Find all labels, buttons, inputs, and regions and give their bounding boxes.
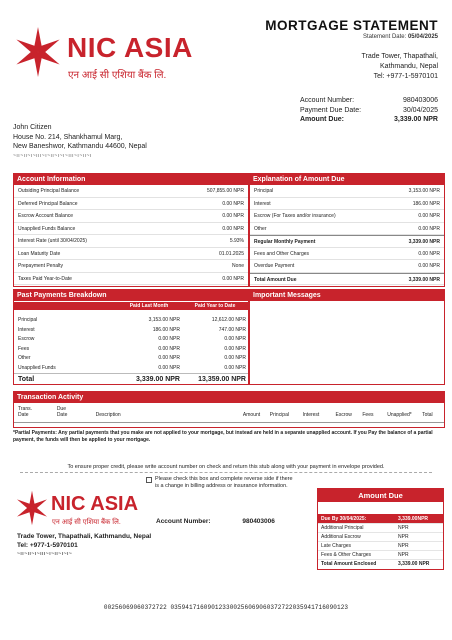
explanation-value: 0.00 NPR: [418, 225, 440, 232]
account-summary: [300, 96, 438, 125]
customer-address-line2: New Baneshwor, Kathmandu 44600, Nepal: [13, 143, 147, 150]
account-information-rows: [14, 185, 248, 285]
stub-due-row: [318, 524, 443, 533]
nic-asia-star-icon: [14, 490, 50, 526]
account-info-label: Deferred Principal Balance: [18, 200, 78, 207]
account-info-value: 0.00 NPR: [222, 200, 244, 207]
explanation-label: Overdue Payment: [254, 263, 295, 269]
account-info-row: [14, 185, 248, 198]
account-information-title: Account Information: [14, 174, 248, 185]
past-payments-title: Past Payments Breakdown: [14, 290, 248, 301]
explanation-value: 3,153.00 NPR: [408, 188, 440, 194]
col-principal: Principal: [269, 412, 289, 418]
account-info-row: [14, 223, 248, 236]
bank-address-line2: Kathmandu, Nepal: [380, 63, 438, 70]
amount-due-label: Amount Due:: [300, 116, 344, 123]
account-info-label: Loan Maturity Date: [18, 250, 61, 257]
stub-due-value: NPR: [398, 552, 409, 558]
col-interest: Interest: [302, 412, 320, 418]
account-number-value: 980403006: [402, 97, 438, 104]
bank-address: [361, 52, 438, 82]
important-messages-title: Important Messages: [250, 290, 444, 301]
partial-payments-note: *Partial Payments: Any partial payments that you make are not applied to your mortgage, but instead are held in a separate unapplied account. If you Pay the balance of a partial payment, the funds will then be applied to your mortgage.: [13, 430, 433, 443]
payment-due-date-label: Payment Due Date:: [300, 106, 362, 114]
explanation-row: [250, 210, 444, 223]
col-description: Description: [95, 412, 121, 418]
explanation-value: 3,339.00 NPR: [408, 276, 440, 283]
explanation-label: Fees and Other Charges: [254, 250, 310, 257]
account-info-label: Interest Rate (until 30/04/2025): [18, 238, 87, 244]
past-payment-ytd: 0.00 NPR: [224, 364, 246, 371]
stub-due-row: [318, 533, 443, 542]
account-info-label: Unapplied Funds Balance: [18, 225, 76, 232]
past-payment-ytd: 0.00 NPR: [224, 355, 246, 361]
stub-due-label: Due By 30/04/2025:: [321, 516, 367, 522]
transaction-activity-box: [13, 391, 445, 428]
customer-barcode-scribble: ~ıı~ıı~ı~ııı~ı~ıı~ı~ı~ııı~ı~ıı~ı: [13, 152, 92, 159]
stub-account-label: Account Number:: [156, 518, 211, 525]
past-payment-label: Principal: [18, 317, 38, 323]
bank-name: NIC ASIA: [67, 32, 193, 63]
explanation-label: Principal: [254, 188, 274, 194]
account-info-value: 5.93%: [229, 238, 244, 244]
past-total-label: Total: [18, 376, 35, 383]
paid-ytd-header: Paid Year to Date: [194, 303, 236, 309]
account-info-value: 507,855.00 NPR: [207, 188, 244, 194]
payment-due-date-row: [300, 106, 438, 116]
explanation-row: [250, 260, 444, 273]
explanation-value: 0.00 NPR: [418, 250, 440, 257]
stub-due-label: Late Charges: [321, 543, 352, 549]
explanation-label: Escrow (For Taxes and/or insurance): [254, 213, 336, 219]
past-payment-row: [14, 345, 248, 355]
stub-due-value: NPR: [398, 525, 409, 531]
stub-instruction: To ensure proper credit, please write account number on check and return this stub along with your payment in envelope provided.: [67, 464, 385, 470]
customer-name: John Citizen: [13, 124, 52, 131]
past-payment-ytd: 747.00 NPR: [218, 326, 246, 333]
explanation-row: [250, 235, 444, 248]
stub-account-number: [156, 518, 275, 525]
col-fees: Fees: [362, 412, 374, 418]
important-messages-box: [249, 289, 445, 385]
explanation-box: [249, 173, 445, 287]
stub-amount-due-title: Amount Due: [318, 489, 443, 502]
past-payment-ytd: 0.00 NPR: [224, 345, 246, 352]
col-escrow: Escrow: [335, 412, 352, 418]
past-payment-label: Unapplied Funds: [18, 364, 56, 371]
stub-due-value: 3,339.00 NPR: [398, 561, 430, 567]
past-payment-ytd: 0.00 NPR: [224, 336, 246, 342]
transaction-columns: [14, 403, 444, 423]
explanation-value: 186.00 NPR: [412, 200, 440, 207]
account-info-value: 0.00 NPR: [222, 225, 244, 232]
paid-last-month-header: Paid Last Month: [129, 303, 169, 309]
past-payments-header: [14, 301, 248, 310]
account-info-value: 01.01.2025: [218, 250, 244, 257]
col-unapplied: Unapplied*: [387, 412, 412, 418]
explanation-label: Regular Monthly Payment: [254, 239, 316, 245]
explanation-label: Other: [254, 225, 267, 232]
nic-asia-star-icon: [12, 26, 64, 78]
explanation-row: [250, 223, 444, 236]
account-number-label: Account Number:: [300, 97, 355, 104]
stub-due-label: Total Amount Enclosed: [321, 561, 377, 567]
stub-due-value: NPR: [398, 534, 409, 540]
account-info-row: [14, 260, 248, 273]
explanation-title: Explanation of Amount Due: [250, 174, 444, 185]
account-info-row: [14, 273, 248, 286]
stub-bank-name-devanagari: एन आई सी एशिया बैंक लि.: [52, 519, 121, 526]
stub-remit-address: Trade Tower, Thapathali, Kathmandu, Nepal Tel: +977-1-5970101 ~ıı~ıı~ı~ııı~ı~ıı~ı~ı~: [17, 533, 152, 557]
explanation-row: [250, 273, 444, 286]
account-info-row: [14, 210, 248, 223]
past-payment-row: [14, 316, 248, 326]
amount-due-row: [300, 115, 438, 125]
account-info-value: 0.00 NPR: [222, 213, 244, 219]
customer-address: [13, 123, 147, 161]
payment-due-date-value: 30/04/2025: [402, 106, 438, 114]
explanation-row: [250, 198, 444, 211]
account-info-label: Prepayment Penalty: [18, 263, 64, 269]
account-info-label: Outsiding Principal Balance: [18, 188, 80, 194]
account-info-value: None: [232, 263, 244, 269]
stub-bank-logo: [14, 490, 164, 530]
col-amount: Amount: [242, 412, 261, 418]
past-payment-label: Other: [18, 355, 31, 361]
account-info-label: Escrow Account Balance: [18, 213, 74, 219]
past-payments-box: [13, 289, 249, 385]
explanation-value: 0.00 NPR: [418, 263, 440, 269]
stub-due-label: Fees & Other Charges: [321, 552, 372, 558]
past-payment-row: [14, 335, 248, 345]
bank-logo: [12, 26, 222, 84]
statement-date-value: 05/04/2025: [407, 34, 438, 40]
account-information-box: [13, 173, 249, 287]
stub-amount-due-box: [317, 488, 444, 570]
account-info-row: [14, 235, 248, 248]
explanation-value: 0.00 NPR: [418, 213, 440, 219]
stub-due-label: Additional Escrow: [321, 534, 361, 540]
explanation-value: 3,339.00 NPR: [408, 239, 440, 245]
past-payment-row: [14, 326, 248, 336]
explanation-rows: [250, 185, 444, 285]
account-info-value: 0.00 NPR: [222, 275, 244, 282]
stub-due-row: [318, 560, 443, 569]
past-payment-label: Interest: [18, 326, 35, 333]
explanation-label: Total Amount Due: [254, 276, 297, 283]
stub-due-row: [318, 551, 443, 560]
stub-due-row: [318, 514, 443, 524]
past-payments-total-row: [14, 373, 248, 385]
past-payment-ytd: 12,612.00 NPR: [211, 317, 246, 323]
stub-amount-due-rows: [318, 514, 443, 569]
past-payment-last: 0.00 NPR: [158, 336, 180, 342]
stub-due-row: [318, 542, 443, 551]
bank-address-line1: Trade Tower, Thapathali,: [361, 53, 438, 60]
tear-line: [20, 472, 432, 473]
past-payment-last: 0.00 NPR: [158, 345, 180, 352]
past-payment-last: 186.00 NPR: [152, 326, 180, 333]
stub-due-value: NPR: [398, 543, 409, 549]
transaction-activity-title: Transaction Activity: [14, 392, 444, 403]
past-payment-row: [14, 354, 248, 364]
past-payment-label: Fees: [18, 345, 30, 352]
past-payment-label: Escrow: [18, 336, 35, 342]
amount-due-value: 3,339.00 NPR: [394, 116, 438, 123]
explanation-label: Interest: [254, 200, 271, 207]
micr-line: 00256069060372722 035941716090123300256069060372722035941716090123: [103, 604, 349, 611]
past-total-last: 3,339.00 NPR: [136, 376, 180, 383]
statement-date-label: Statement Date:: [362, 34, 407, 40]
col-total: Total: [422, 412, 433, 418]
explanation-row: [250, 185, 444, 198]
account-number-row: [300, 96, 438, 106]
explanation-row: [250, 248, 444, 261]
stub-due-value: 3,339.00NPR: [398, 516, 429, 522]
past-payment-row: [14, 364, 248, 374]
bank-name-devanagari: एन आई सी एशिया बैंक लि.: [68, 70, 167, 81]
past-total-ytd: 13,359.00 NPR: [198, 376, 246, 383]
account-info-label: Taxes Paid Year-to-Date: [18, 275, 72, 282]
account-info-row: [14, 248, 248, 261]
stub-account-value: 980403006: [242, 518, 275, 525]
stub-bank-name: NIC ASIA: [51, 493, 139, 515]
past-payment-last: 3,153.00 NPR: [148, 317, 180, 323]
address-change-checkbox[interactable]: [146, 477, 152, 483]
address-change-note: Please check this box and complete reverse side if there is a change in billing address or insurance information.: [155, 476, 293, 489]
stub-due-label: Additional Principal: [321, 525, 364, 531]
account-info-row: [14, 198, 248, 211]
customer-address-line1: House No. 214, Shankhamul Marg,: [13, 133, 123, 141]
past-payments-rows: [14, 316, 248, 373]
bank-phone: Tel: +977-1-5970101: [373, 73, 438, 80]
col-trans-date: Trans. Date: [18, 406, 32, 418]
statement-date-line: [363, 34, 438, 40]
statement-title: MORTGAGE STATEMENT: [265, 18, 438, 33]
past-payment-last: 0.00 NPR: [158, 364, 180, 371]
col-due-date: Due Date: [56, 406, 68, 418]
past-payment-last: 0.00 NPR: [158, 355, 180, 361]
